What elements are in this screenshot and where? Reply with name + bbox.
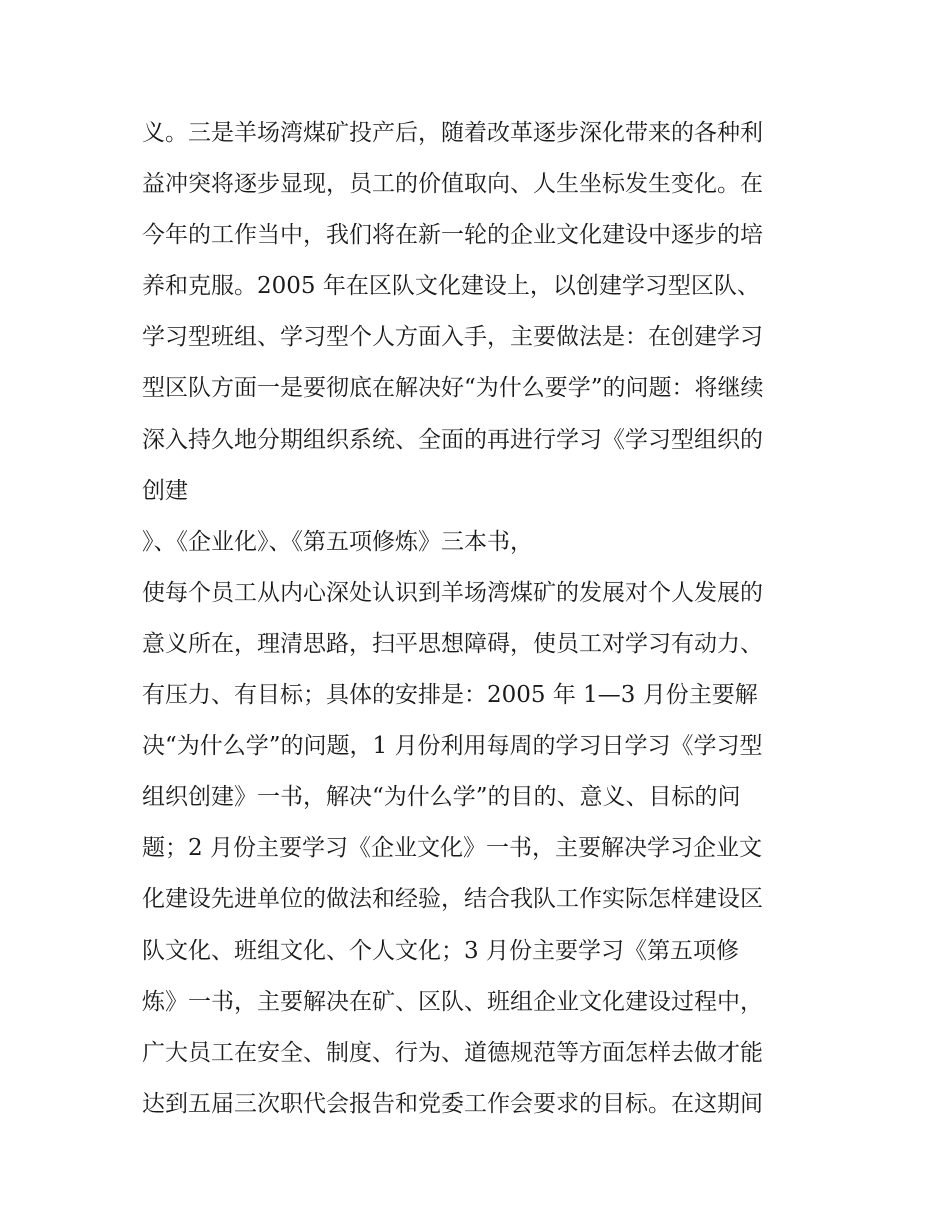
text-line: 义。三是羊场湾煤矿投产后，随着改革逐步深化带来的各种利 <box>142 120 763 146</box>
text-line: 》、《企业化》、《第五项修炼》三本书， <box>142 528 533 555</box>
text-line: 今年的工作当中，我们将在新一轮的企业文化建设中逐步的培 <box>142 222 763 249</box>
text-line: 队文化、班组文化、个人文化；3 月份主要学习《第五项修 <box>142 937 739 964</box>
text-line: 题；2 月份主要学习《企业文化》一书，主要解决学习企业文 <box>142 835 762 862</box>
text-line: 意义所在，理清思路，扫平思想障碍，使员工对学习有动力、 <box>142 630 763 657</box>
text-line: 化建设先进单位的做法和经验，结合我队工作实际怎样建设区 <box>142 886 763 913</box>
text-line: 学习型班组、学习型个人方面入手，主要做法是：在创建学习 <box>142 324 763 351</box>
text-line: 炼》一书，主要解决在矿、区队、班组企业文化建设过程中， <box>142 988 763 1015</box>
text-line: 使每个员工从内心深处认识到羊场湾煤矿的发展对个人发展的 <box>142 579 763 606</box>
text-line: 创建 <box>142 477 188 504</box>
text-line: 型区队方面一是要彻底在解决好“为什么要学”的问题：将继续 <box>142 375 764 402</box>
text-line: 益冲突将逐步显现，员工的价值取向、人生坐标发生变化。在 <box>142 171 763 198</box>
text-line: 有压力、有目标；具体的安排是：2005 年 1—3 月份主要解 <box>142 682 758 709</box>
text-line: 广大员工在安全、制度、行为、道德规范等方面怎样去做才能 <box>142 1039 763 1066</box>
text-line: 决“为什么学”的问题，1 月份利用每周的学习日学习《学习型 <box>142 733 763 760</box>
text-line: 养和克服。2005 年在区队文化建设上，以创建学习型区队、 <box>142 273 760 300</box>
text-line: 深入持久地分期组织系统、全面的再进行学习《学习型组织的 <box>142 426 763 453</box>
text-line: 达到五届三次职代会报告和党委工作会要求的目标。在这期间 <box>142 1090 763 1117</box>
body-text <box>142 108 822 1130</box>
text-line: 组织创建》一书，解决“为什么学”的目的、意义、目标的问 <box>142 784 741 811</box>
